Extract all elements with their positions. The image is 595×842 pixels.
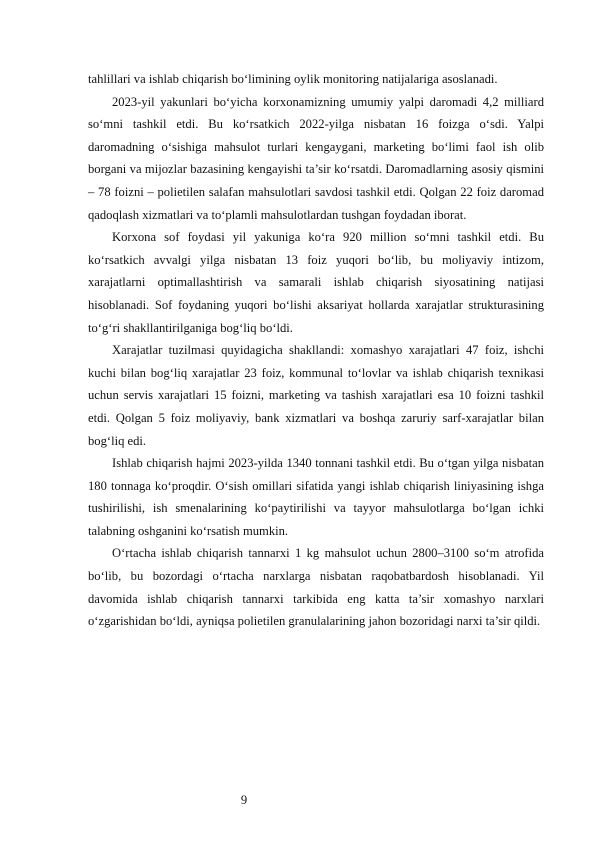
paragraph-gross-income: 2023-yil yakunlari bo‘yicha korxonamizning umumiy yalpi daromadi 4,2 milliard so‘mni tashkil etdi. Bu ko‘rsatkich 2022-yilga nisbatan 16 foizga o‘sdi. Yalpi daromadning o‘sishiga mahsulot turlari kengaygani, marketing bo‘limi faol ish olib borgani va mijozlar bazasining kengayishi ta’sir ko‘rsatdi. Daromadlarning asosiy qismini – 78 foizni – polietilen salafan mahsulotlari savdosi tashkil etdi. Qolgan 22 foiz daromad qadoqlash xizmatlari va to‘plamli mahsulotlardan tushgan foydadan iborat. xyxy=(88,94,544,222)
page-number: 9 xyxy=(240,793,248,807)
paragraph-cost-structure: Xarajatlar tuzilmasi quyidagicha shakllandi: xomashyo xarajatlari 47 foiz, ishchi kuchi bilan bog‘liq xarajatlar 23 foiz, kommunal to‘lovlar va ishlab chiqarish texnikasi uchun servis xarajatlari 15 foizni, marketing va tashish xarajatlari esa 10 foizni tashkil etdi. Qolgan 5 foiz moliyaviy, bank xizmatlari va boshqa zaruriy sarf-xarajatlar bilan bog‘liq edi. xyxy=(88,343,544,448)
document-body xyxy=(88,68,544,633)
paragraph-net-profit: Korxona sof foydasi yil yakuniga ko‘ra 920 million so‘mni tashkil etdi. Bu ko‘rsatkich avvalgi yilga nisbatan 13 foiz yuqori bo‘lib, bu moliyaviy intizom, xarajatlarni optimallashtirish va samarali ishlab chiqarish siyosatining natijasi hisoblanadi. Sof foydaning yuqori bo‘lishi aksariyat hollarda xarajatlar strukturasining to‘g‘ri shakllantirilganiga bog‘liq bo‘ldi. xyxy=(88,230,544,335)
paragraph-production-volume: Ishlab chiqarish hajmi 2023-yilda 1340 tonnani tashkil etdi. Bu o‘tgan yilga nisbatan 180 tonnaga ko‘proqdir. O‘sish omillari sifatida yangi ishlab chiqarish liniyasining ishga tushirilishi, ish smenalarining ko‘paytirilishi va tayyor mahsulotlarga bo‘lgan ichki talabning oshganini ko‘rsatish mumkin. xyxy=(88,456,544,538)
paragraph-continuation: tahlillari va ishlab chiqarish bo‘limining oylik monitoring natijalariga asoslanadi. xyxy=(88,72,498,86)
paragraph-production-cost: O‘rtacha ishlab chiqarish tannarxi 1 kg mahsulot uchun 2800–3100 so‘m atrofida bo‘lib, bu bozordagi o‘rtacha narxlarga nisbatan raqobatbardosh hisoblanadi. Yil davomida ishlab chiqarish tannarxi tarkibida eng katta ta’sir xomashyo narxlari o‘zgarishidan bo‘ldi, ayniqsa polietilen granulalarining jahon bozoridagi narxi ta’sir qildi. xyxy=(88,546,544,629)
